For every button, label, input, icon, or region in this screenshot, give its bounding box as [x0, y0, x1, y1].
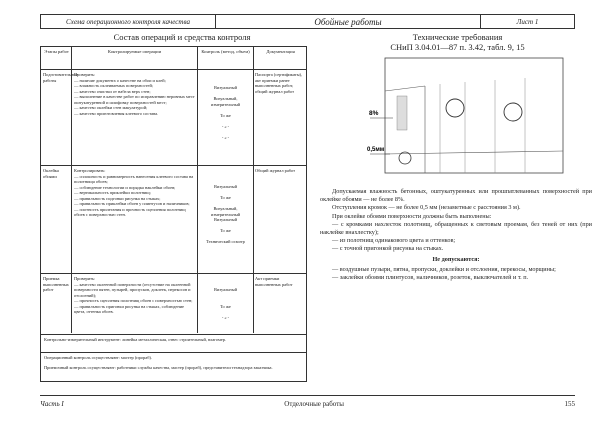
req-p4: — с кромками нахлесток полотнищ, обращенных к световым проемам, без теней от них (при наклейке внахлестку);: [320, 220, 592, 237]
row2-stage: Оклейка обоями: [43, 168, 59, 179]
footer-page-number: 155: [564, 399, 575, 408]
footer-part: Часть I: [40, 399, 64, 408]
header-right: Лист 1: [516, 17, 539, 26]
req-p5: — из полотнищ одинакового цвета и оттенков;: [332, 237, 456, 245]
row2-control: Визуальный То же Визуальный, измерительный Визуальный То же Технический осмотр: [206, 184, 245, 244]
header-bar: [40, 14, 575, 29]
col-header-stage: Этапы работ: [44, 49, 69, 54]
not-allowed-1: — воздушные пузыри, пятна, пропуски, доклейки и отслоения, перекосы, морщины;: [332, 265, 556, 273]
col-header-docs: Документация: [266, 49, 295, 54]
tech-req-subtitle: СНиП 3.04.01—87 п. 3.42, табл. 9, 15: [390, 42, 525, 52]
row3-ops: Проверить: — качество оклеенной поверхности (отсутствие на оклеенной поверхности пятен, пузырей, пропусков, доклеек, перекосов и отслоений); — прочность сцепления полотнищ обоев с поверхностью стен; — правильность пригонки рисунка на стыках, соблюдение цвета, оттенка обоев.: [74, 276, 193, 314]
not-allowed-title: Не допускаются:: [432, 255, 480, 263]
footnote-instruments: Контрольно-измерительный инструмент: линейка металлическая, отвес строительный, влагомер.: [44, 337, 226, 342]
req-p2: Отступления кромок — не более 0,5 мм (незаметные с расстояния 3 м).: [332, 204, 521, 212]
row2-ops: Контролировать: — сплошность и равномерность нанесения клеевого состава на полотнища обоев; — соблюдение технологии и порядка наклейки обоев; — вертикальность приклейки полотнищ; — правильность подгонки рисунка на стыках; — правильность приклейки обоев у плинтусов и наличников; — плотность прилегания и прочность сцепления полотнищ обоев с поверхностью стен.: [74, 168, 194, 217]
row3-docs: Акт приемки выполненных работ: [255, 276, 293, 287]
req-p1: Допускаемая влажность бетонных, оштукатуренных или прошпатлеванных поверхностей при оклейке обоями — не более 8%.: [320, 188, 592, 204]
requirements-text: [320, 188, 592, 282]
col-header-ops: Контролируемые операции: [107, 49, 162, 54]
footnote-acceptance: Приемочный контроль осуществляют: работники службы качества, мастер (прораб), представители технадзора заказчика.: [44, 365, 273, 370]
label-0-5mm: 0,5мм: [367, 147, 385, 153]
col-header-control: Контроль (метод, объем): [201, 49, 250, 54]
control-table: [40, 46, 307, 382]
row1-ops: Проверить: — наличие документа о качестве на обои и клей; — влажность оклеиваемых поверхностей; — качество очистки от набела верх стен; — выполнение в качестве работ по исправлению неровных мест оштукатуренной и шлифовку поверхностей мест; — качество оклейки стен макулатурой; — качество приготовления клеевого состава.: [74, 72, 195, 116]
row3-stage: Приемка выполненных работ: [43, 276, 69, 292]
wall-drawing: [365, 56, 565, 181]
left-title: Состав операций и средства контроля: [113, 32, 251, 42]
row3-control: Визуальный То же - « -: [214, 287, 237, 320]
label-8-percent: 8%: [369, 110, 379, 117]
footer-section: Отделочные работы: [284, 399, 344, 408]
row1-control: Визуальный Визуальный, измерительный То же - « - - « -: [210, 85, 240, 140]
row1-stage: Подготовительные работы: [43, 72, 79, 83]
not-allowed-2: — заклейки обоями плинтусов, наличников, розеток, выключателей и т. п.: [332, 274, 529, 282]
right-title-block: [320, 32, 595, 52]
req-p6: — с точной пригонкой рисунка на стыках.: [332, 245, 444, 253]
tech-req-title: Технические требования: [412, 32, 503, 42]
header-left: Схема операционного контроля качества: [41, 15, 216, 28]
req-p3: При оклейке обоями поверхности должны быть выполнены:: [332, 212, 492, 220]
footnote-operational: Операционный контроль осуществляют: мастер (прораб).: [44, 355, 152, 360]
row1-docs: Паспорта (сертификаты), акт приемки ранее выполненных работ, общий журнал работ: [255, 72, 303, 94]
footer-bar: [40, 395, 575, 411]
row2-docs: Общий журнал работ: [255, 168, 296, 173]
header-center: Обойные работы: [216, 15, 481, 28]
